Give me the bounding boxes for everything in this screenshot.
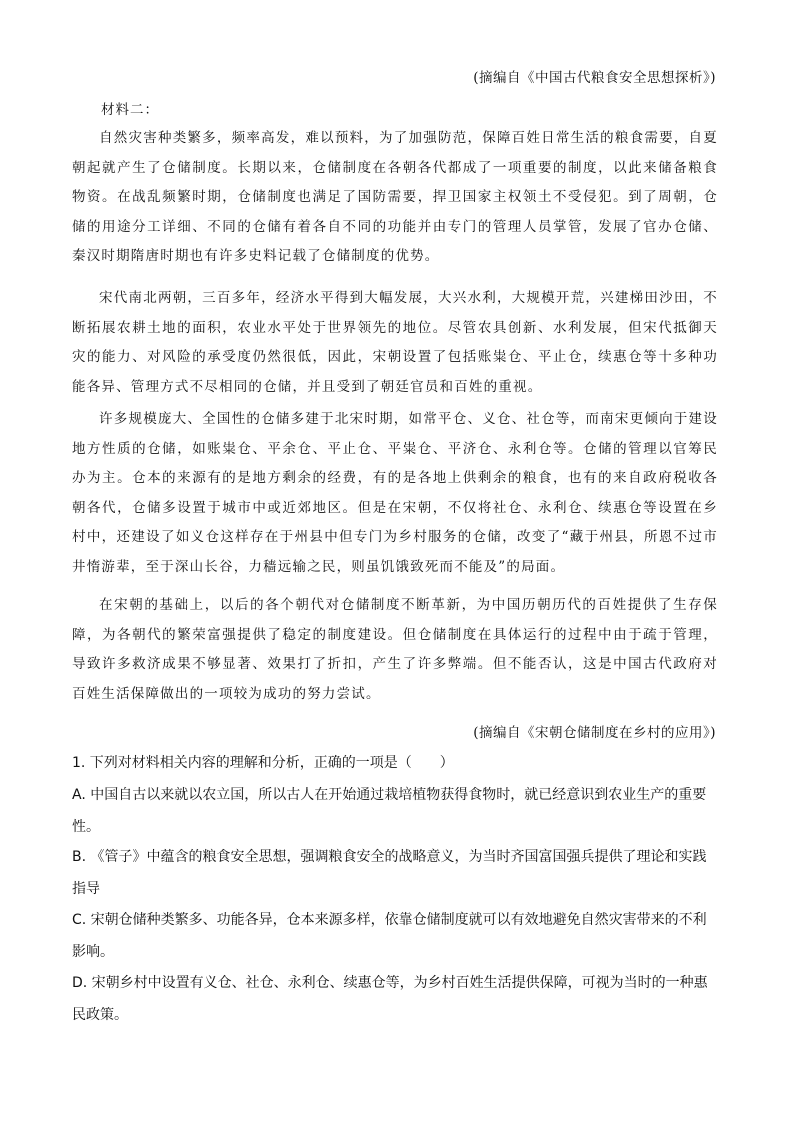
option-a[interactable]: A. 中国自古以来就以农立国，所以古人在开始通过栽培植物获得食物时，就已经意识到农业生产的重要性。 (72, 787, 707, 835)
material-label: 材料二： (101, 102, 159, 118)
option-d[interactable]: D. 宋朝乡村中设置有义仓、社仓、永利仓、续惠仓等，为乡村百姓生活提供保障，可视为当时的一种惠民政策。 (72, 975, 708, 1023)
paragraph-1: 自然灾害种类繁多，频率高发，难以预料，为了加强防范，保障百姓日常生活的粮食需要，自夏朝起就产生了仓储制度。长期以来，仓储制度在各朝各代都成了一项重要的制度，以此来储备粮食物资。在战乱频繁时期，仓储制度也满足了国防需要，捍卫国家主权领土不受侵犯。到了周朝，仓储的用途分工详细、不同的仓储有着各自不同的功能并由专门的管理人员掌管，发展了官办仓储、秦汉时期隋唐时期也有许多史料记载了仓储制度的优势。 (72, 130, 718, 265)
paragraph-3: 许多规模庞大、全国性的仓储多建于北宋时期，如常平仓、义仓、社仓等，而南宋更倾向于建设地方性质的仓储，如账粜仓、平余仓、平止仓、平粜仓、平济仓、永利仓等。仓储的管理以官筹民办为主。仓本的来源有的是地方剩余的经费，有的是各地上供剩余的粮食，也有的来自政府税收各朝各代，仓储多设置于城市中或近郊地区。但是在宋朝，不仅将社仓、永利仓、续惠仓等设置在乡村中，还建设了如义仓这样存在于州县中但专门为乡村服务的仓储，改变了“藏于州县，所恩不过市井惰游辈，至于深山长谷，力穑远输之民，则虽饥饿致死而不能及”的局面。 (72, 411, 718, 575)
source-citation-1: (摘编自《中国古代粮食安全思想探析》) (473, 70, 716, 86)
option-b[interactable]: B. 《管子》中蕴含的粮食安全思想，强调粮食安全的战略意义，为当时齐国富国强兵提供了理论和实践指导 (72, 849, 707, 897)
paragraph-4: 在宋朝的基础上，以后的各个朝代对仓储制度不断革新，为中国历朝历代的百姓提供了生存保障，为各朝代的繁荣富强提供了稳定的制度建设。但仓储制度在具体运行的过程中由于疏于管理，导致许多救济成果不够显著、效果打了折扣，产生了许多弊端。但不能否认，这是中国古代政府对百姓生活保障做出的一项较为成功的努力尝试。 (72, 597, 718, 702)
option-c[interactable]: C. 宋朝仓储种类繁多、功能各异，仓本来源多样，依靠仓储制度就可以有效地避免自然灾害带来的不利影响。 (72, 912, 707, 960)
source-citation-2: (摘编自《宋朝仓储制度在乡村的应用》) (473, 725, 716, 741)
question-stem: 1. 下列对材料相关内容的理解和分析，正确的一项是（ ） (72, 755, 454, 771)
paragraph-2: 宋代南北两朝，三百多年，经济水平得到大幅发展，大兴水利，大规模开荒，兴建梯田沙田，不断拓展农耕土地的面积，农业水平处于世界领先的地位。尽管农具创新、水利发展，但宋代抵御天灾的能力、对风险的承受度仍然很低，因此，宋朝设置了包括账粜仓、平止仓，续惠仓等十多种功能各异、管理方式不尽相同的仓储，并且受到了朝廷官员和百姓的重视。 (72, 290, 718, 395)
